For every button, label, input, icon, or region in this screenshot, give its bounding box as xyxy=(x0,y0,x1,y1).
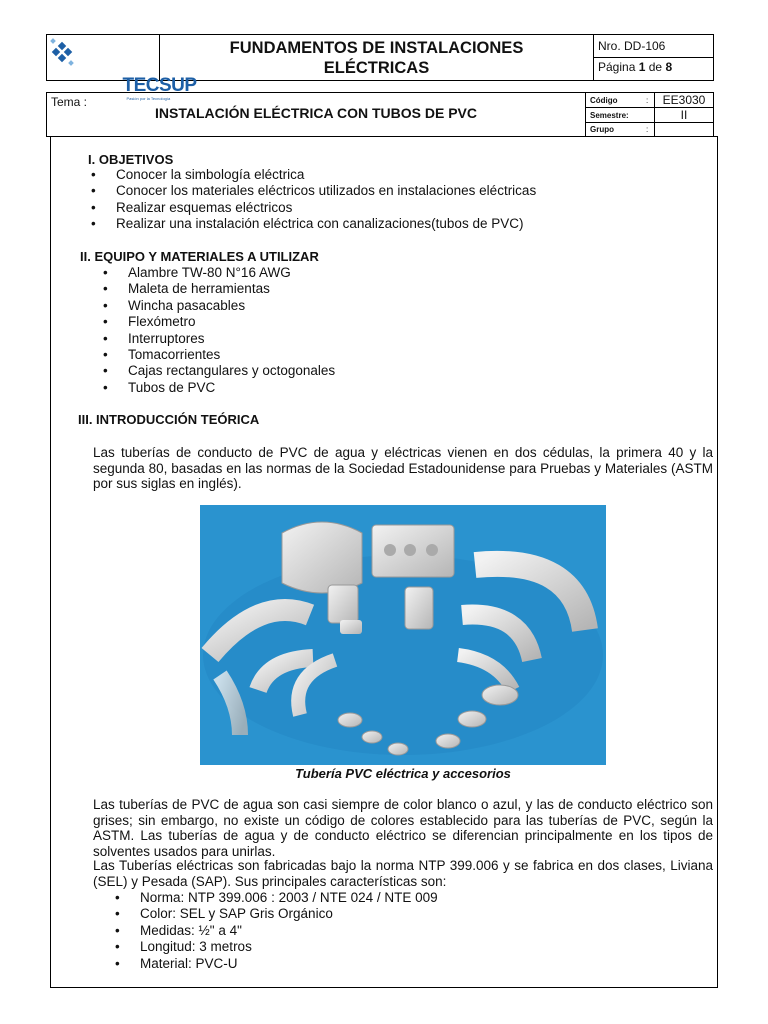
list-item: • Material: PVC-U xyxy=(140,956,438,972)
doc-meta xyxy=(594,35,714,81)
topic-header: Tema : INSTALACIÓN ELÉCTRICA CON TUBOS DE PVC Código : EE3030 Semestre: II Grupo : xyxy=(46,92,714,137)
topic-title: INSTALACIÓN ELÉCTRICA CON TUBOS DE PVC xyxy=(154,105,477,121)
doc-number: Nro. DD-106 xyxy=(598,39,666,53)
list-item: • Color: SEL y SAP Gris Orgánico xyxy=(140,906,438,922)
logo-text: TECSUP xyxy=(122,74,197,96)
list-item: • Conocer la simbología eléctrica xyxy=(116,167,536,183)
intro-paragraph-2: Las tuberías de PVC de agua son casi siempre de color blanco o azul, y las de conducto eléctrico son grises; sin embargo, no existe un código de colores establecido para las tuberías de PVC, según la ASTM. Las tuberías de agua y de conducto eléctrico se diferencian principalmente en los tipos de solventes usados para unirlas. xyxy=(93,797,713,859)
course-title xyxy=(160,35,594,81)
list-item: • Cajas rectangulares y octogonales xyxy=(128,363,335,379)
semestre-value: II xyxy=(655,108,714,123)
list-item: • Wincha pasacables xyxy=(128,298,335,314)
list-item: • Flexómetro xyxy=(128,314,335,330)
section-objetivos-title: I. OBJETIVOS xyxy=(88,152,174,167)
list-item: • Norma: NTP 399.006 : 2003 / NTE 024 / NTE 009 xyxy=(140,890,438,906)
tema-cell xyxy=(47,93,586,137)
list-item: • Realizar una instalación eléctrica con canalizaciones(tubos de PVC) xyxy=(116,216,536,232)
semestre-label: Semestre: xyxy=(586,108,655,123)
specs-list xyxy=(140,890,438,972)
pvc-pipes-illustration-icon xyxy=(200,505,606,765)
intro-paragraph-1: Las tuberías de conducto de PVC de agua y eléctricas vienen en dos cédulas, la primera 40 y la segunda 80, basadas en las normas de la Sociedad Estadounidense para Pruebas y Materiales (ASTM por sus siglas en inglés). xyxy=(93,445,713,492)
page-indicator: Página 1 de 8 xyxy=(594,57,713,78)
section-equipo-title: II. EQUIPO Y MATERIALES A UTILIZAR xyxy=(80,249,319,264)
course-title-line2: ELÉCTRICAS xyxy=(323,58,430,77)
codigo-label: Código xyxy=(586,93,647,108)
intro-paragraph-3: Las Tuberías eléctricas son fabricadas bajo la norma NTP 399.006 y se fabrica en dos clases, Liviana (SEL) y Pesada (SAP). Sus principales características son: xyxy=(93,858,713,889)
list-item: • Tubos de PVC xyxy=(128,380,335,396)
list-item: • Alambre TW-80 N°16 AWG xyxy=(128,265,335,281)
course-title-line1: FUNDAMENTOS DE INSTALACIONES xyxy=(229,38,524,57)
section-introduccion-title: III. INTRODUCCIÓN TEÓRICA xyxy=(78,412,260,427)
tema-label: Tema : xyxy=(51,95,88,109)
objetivos-list xyxy=(116,167,536,233)
list-item: • Tomacorrientes xyxy=(128,347,335,363)
list-item: • Realizar esquemas eléctricos xyxy=(116,200,536,216)
logo-cell xyxy=(47,35,197,101)
pvc-accessories-photo xyxy=(200,505,606,765)
codigo-value: EE3030 xyxy=(655,93,714,108)
list-item: • Medidas: ½" a 4" xyxy=(140,923,438,939)
list-item: • Conocer los materiales eléctricos utilizados en instalaciones eléctricas xyxy=(116,183,536,199)
photo-caption: Tubería PVC eléctrica y accesorios xyxy=(295,766,511,781)
list-item: • Maleta de herramientas xyxy=(128,281,335,297)
grupo-label: Grupo xyxy=(586,123,647,137)
logo-tagline: Pasión por la Tecnología xyxy=(126,95,171,101)
tecsup-logo-icon xyxy=(47,35,157,75)
list-item: • Interruptores xyxy=(128,331,335,347)
list-item: • Longitud: 3 metros xyxy=(140,939,438,955)
materiales-list xyxy=(128,265,335,396)
grupo-value xyxy=(655,123,714,137)
